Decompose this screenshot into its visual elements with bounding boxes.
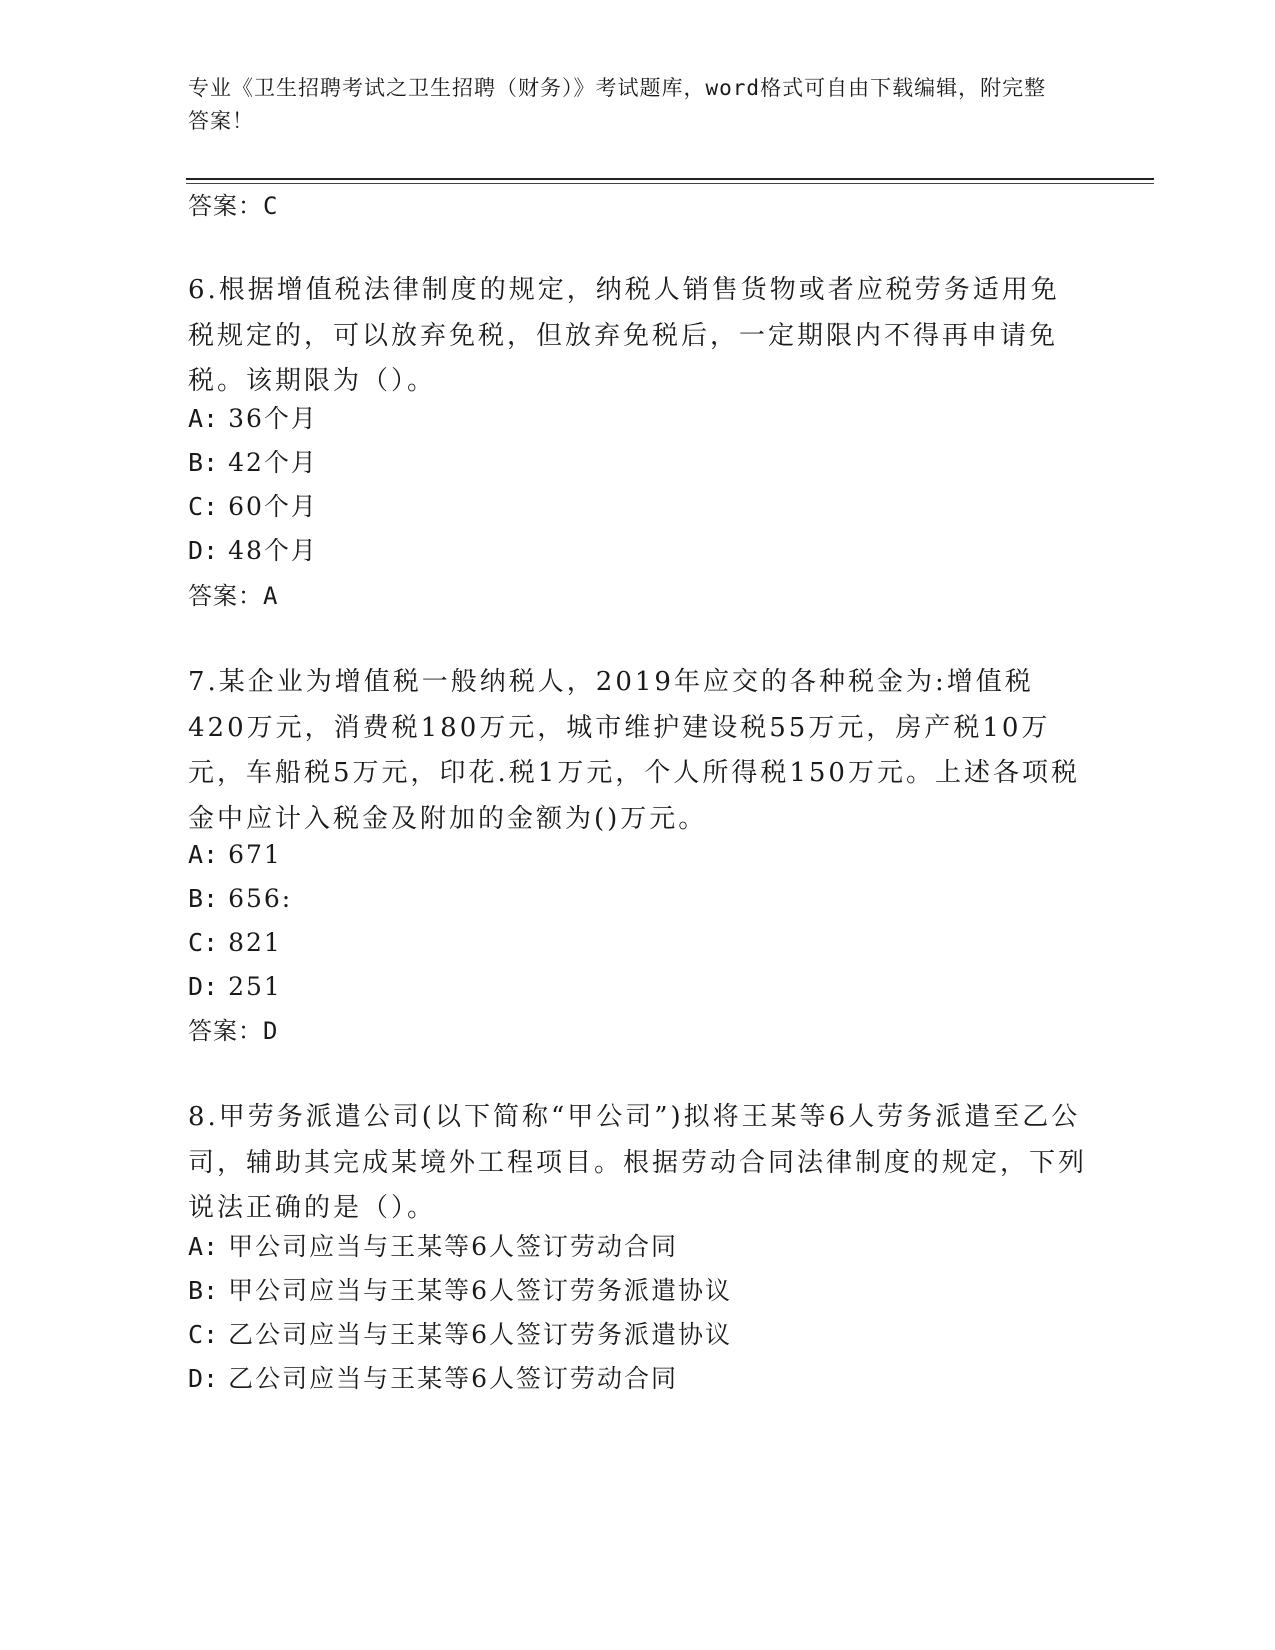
question-6-option-d <box>188 534 1088 568</box>
question-7-stem: 7.某企业为增值税一般纳税人，2019年应交的各种税金为:增值税420万元，消费税180万元，城市维护建设税55万元，房产税10万元，车船税5万元，印花.税1万元，个人所得税150万元。上述各项税金中应计入税金及附加的金额为()万元。 <box>188 667 1080 834</box>
option-text: 48个月 <box>228 536 318 565</box>
question-7-answer: 答案：D <box>188 1017 279 1045</box>
question-8-stem: 8.甲劳务派遣公司(以下简称“甲公司”)拟将王某等6人劳务派遣至乙公司，辅助其完成某境外工程项目。根据劳动合同法律制度的规定，下列说法正确的是（）。 <box>188 1102 1088 1224</box>
question-6-option-a <box>188 402 1088 436</box>
option-text: 42个月 <box>228 448 318 477</box>
option-text: 60个月 <box>228 492 318 521</box>
option-text: 671 <box>228 840 282 869</box>
question-7-option-d <box>188 970 1088 1004</box>
option-key: B: <box>188 884 219 913</box>
header-rule-thick <box>186 178 1154 180</box>
question-8-option-a <box>188 1230 1088 1264</box>
option-text: 乙公司应当与王某等6人签订劳动合同 <box>228 1364 678 1393</box>
header-rule-thin <box>186 183 1154 184</box>
option-text: 乙公司应当与王某等6人签订劳务派遣协议 <box>228 1320 732 1349</box>
option-key: C: <box>188 1320 219 1349</box>
option-key: A: <box>188 1232 219 1261</box>
question-6-option-b <box>188 446 1088 480</box>
question-7-option-a <box>188 838 1088 872</box>
question-8-option-c <box>188 1318 1088 1352</box>
option-key: A: <box>188 840 219 869</box>
question-7-option-c <box>188 926 1088 960</box>
option-text: 821 <box>228 928 282 957</box>
question-8-option-b <box>188 1274 1088 1308</box>
question-6-stem: 6.根据增值税法律制度的规定，纳税人销售货物或者应税劳务适用免税规定的，可以放弃免税，但放弃免税后，一定期限内不得再申请免税。该期限为（）。 <box>188 275 1060 397</box>
option-key: A: <box>188 404 219 433</box>
question-7-option-b <box>188 882 1088 916</box>
option-text: 甲公司应当与王某等6人签订劳动合同 <box>228 1232 678 1261</box>
option-key: D: <box>188 536 219 565</box>
option-key: D: <box>188 972 219 1001</box>
option-text: 251 <box>228 972 282 1001</box>
option-text: 甲公司应当与王某等6人签订劳务派遣协议 <box>228 1276 732 1305</box>
answer-prev: 答案：C <box>188 192 279 220</box>
option-key: C: <box>188 928 219 957</box>
option-text: 656: <box>228 884 293 913</box>
question-6-answer: 答案：A <box>188 582 279 610</box>
question-6-option-c <box>188 490 1088 524</box>
document-header: 专业《卫生招聘考试之卫生招聘（财务）》考试题库，word格式可自由下载编辑，附完整答案！ <box>188 76 1047 133</box>
option-text: 36个月 <box>228 404 318 433</box>
question-8-option-d <box>188 1362 1088 1396</box>
option-key: B: <box>188 448 219 477</box>
option-key: C: <box>188 492 219 521</box>
option-key: B: <box>188 1276 219 1305</box>
option-key: D: <box>188 1364 219 1393</box>
